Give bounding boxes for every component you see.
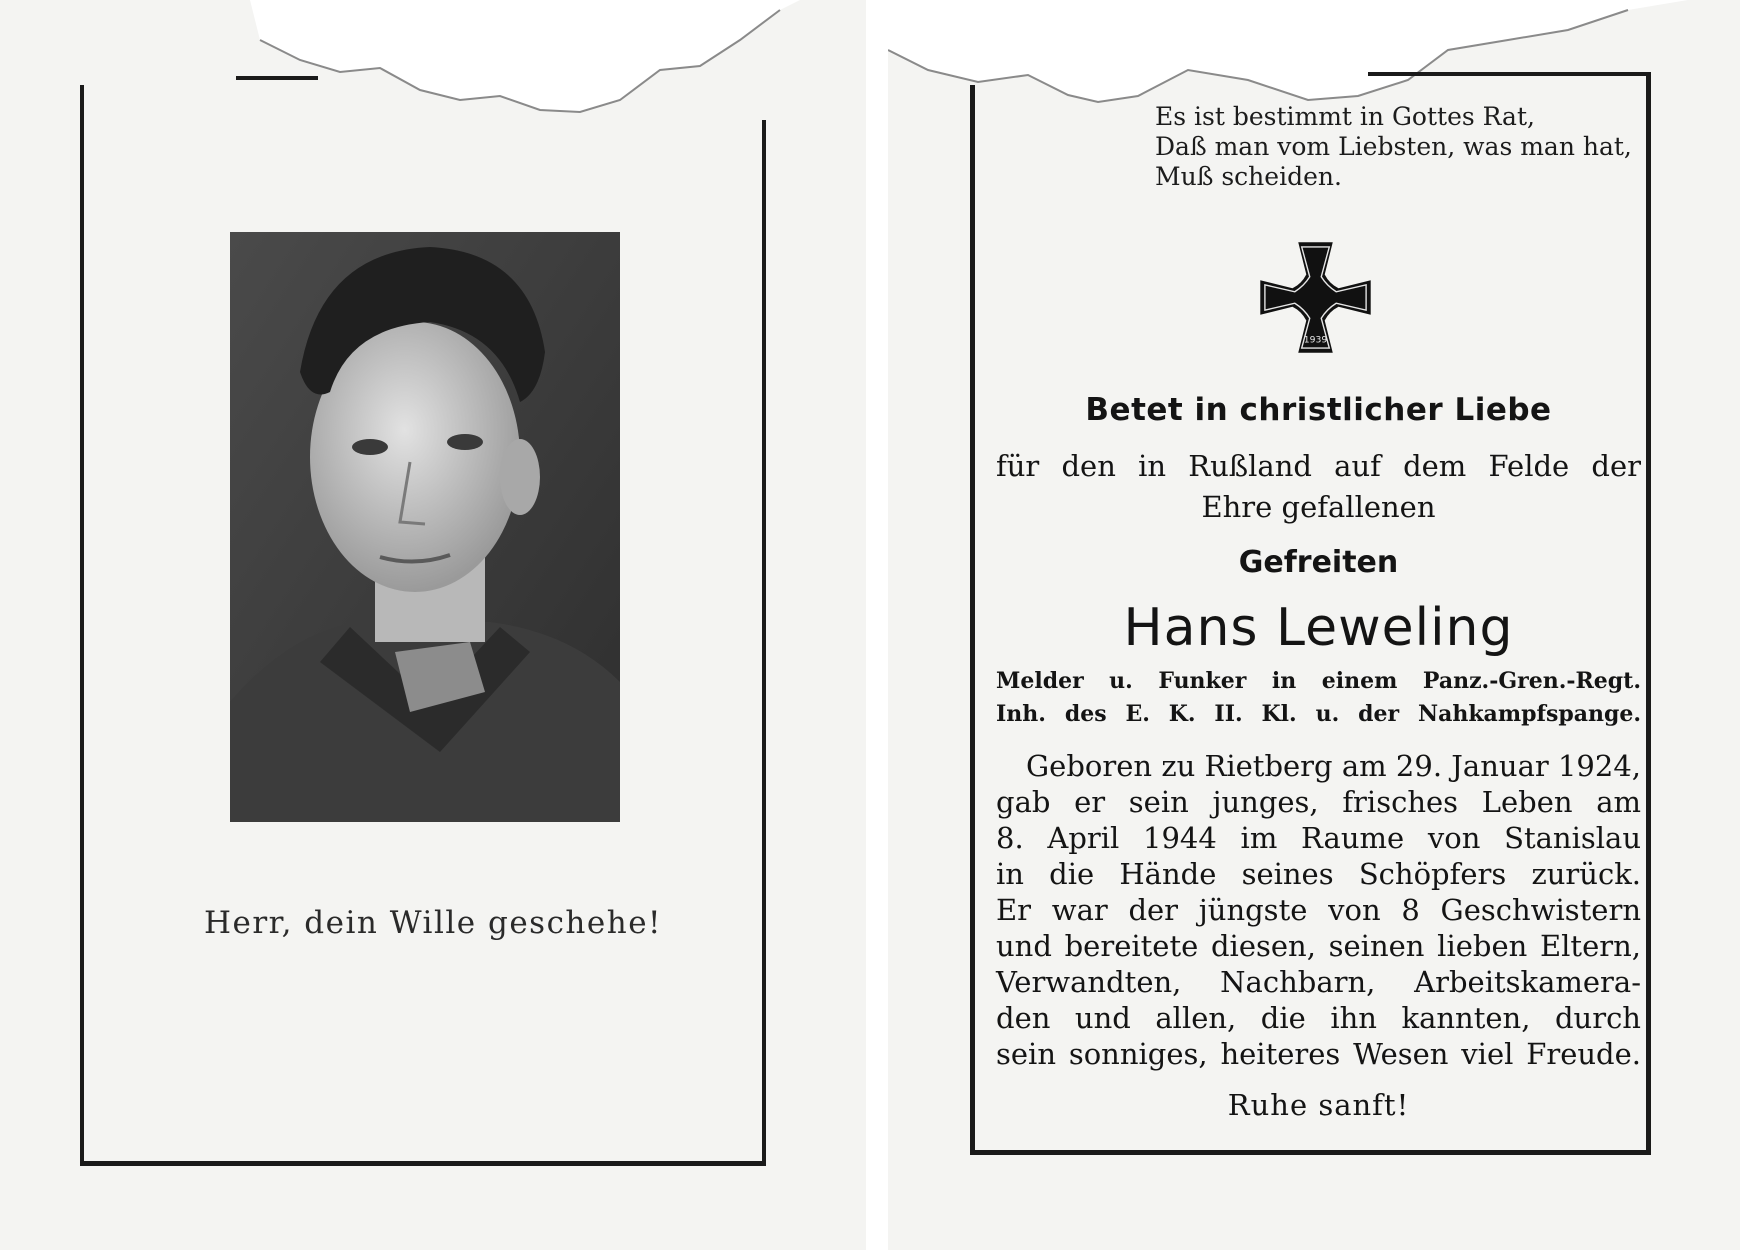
verse-line: Es ist bestimmt in Gottes Rat, — [1155, 102, 1535, 131]
closing-text: Ruhe sanft! — [1227, 1088, 1410, 1122]
frame-left — [970, 85, 975, 1155]
bio-line: in die Hände seines Schöpfers zurück. — [996, 857, 1641, 891]
bio-line: gab er sein junges, frisches Leben am — [996, 785, 1641, 819]
biography — [996, 748, 1641, 1072]
bio-line: und bereitete diesen, seinen lieben Eltern, — [996, 929, 1641, 963]
rank-text: Gefreiten — [1238, 545, 1399, 580]
prayer-heading: Betet in christlicher Liebe — [1085, 392, 1552, 428]
frame-top-mark — [236, 76, 318, 80]
frame-left — [80, 85, 84, 1165]
frame-right — [762, 120, 766, 1165]
card-back — [888, 0, 1740, 1250]
frame-top — [1368, 72, 1650, 76]
verse-line: Daß man vom Liebsten, was man hat, — [1155, 132, 1632, 161]
cross-year: 1939 — [1303, 334, 1328, 346]
bio-line: sein sonniges, heiteres Wesen viel Freude. — [996, 1037, 1641, 1071]
bio-line: den und allen, die ihn kannten, durch — [996, 1001, 1641, 1035]
iron-cross-icon — [1258, 240, 1373, 355]
bio-line: Verwandten, Nachbarn, Arbeitskamera- — [996, 965, 1641, 999]
fallen-line-2: Ehre gefallenen — [1201, 490, 1436, 524]
card-front — [0, 0, 866, 1250]
verse-line: Muß scheiden. — [1155, 162, 1342, 191]
fallen-line-1: für den in Rußland auf dem Felde der — [996, 449, 1641, 483]
soldier-portrait — [230, 232, 620, 822]
verse — [1155, 102, 1632, 192]
torn-edge — [0, 0, 866, 150]
frame-bottom — [970, 1150, 1651, 1155]
frame-bottom — [80, 1161, 766, 1166]
unit-line-1: Melder u. Funker in einem Panz.-Gren.-Regt. — [996, 668, 1641, 694]
motto-text: Herr, dein Wille geschehe! — [203, 905, 663, 941]
unit-line-2: Inh. des E. K. II. Kl. u. der Nahkampfspange. — [996, 701, 1641, 727]
bio-line: Geboren zu Rietberg am 29. Januar 1924, — [1026, 749, 1641, 783]
bio-line: Er war der jüngste von 8 Geschwistern — [996, 893, 1641, 927]
frame-right — [1646, 72, 1651, 1155]
deceased-name: Hans Leweling — [1123, 598, 1514, 658]
bio-line: 8. April 1944 im Raume von Stanislau — [996, 821, 1641, 855]
